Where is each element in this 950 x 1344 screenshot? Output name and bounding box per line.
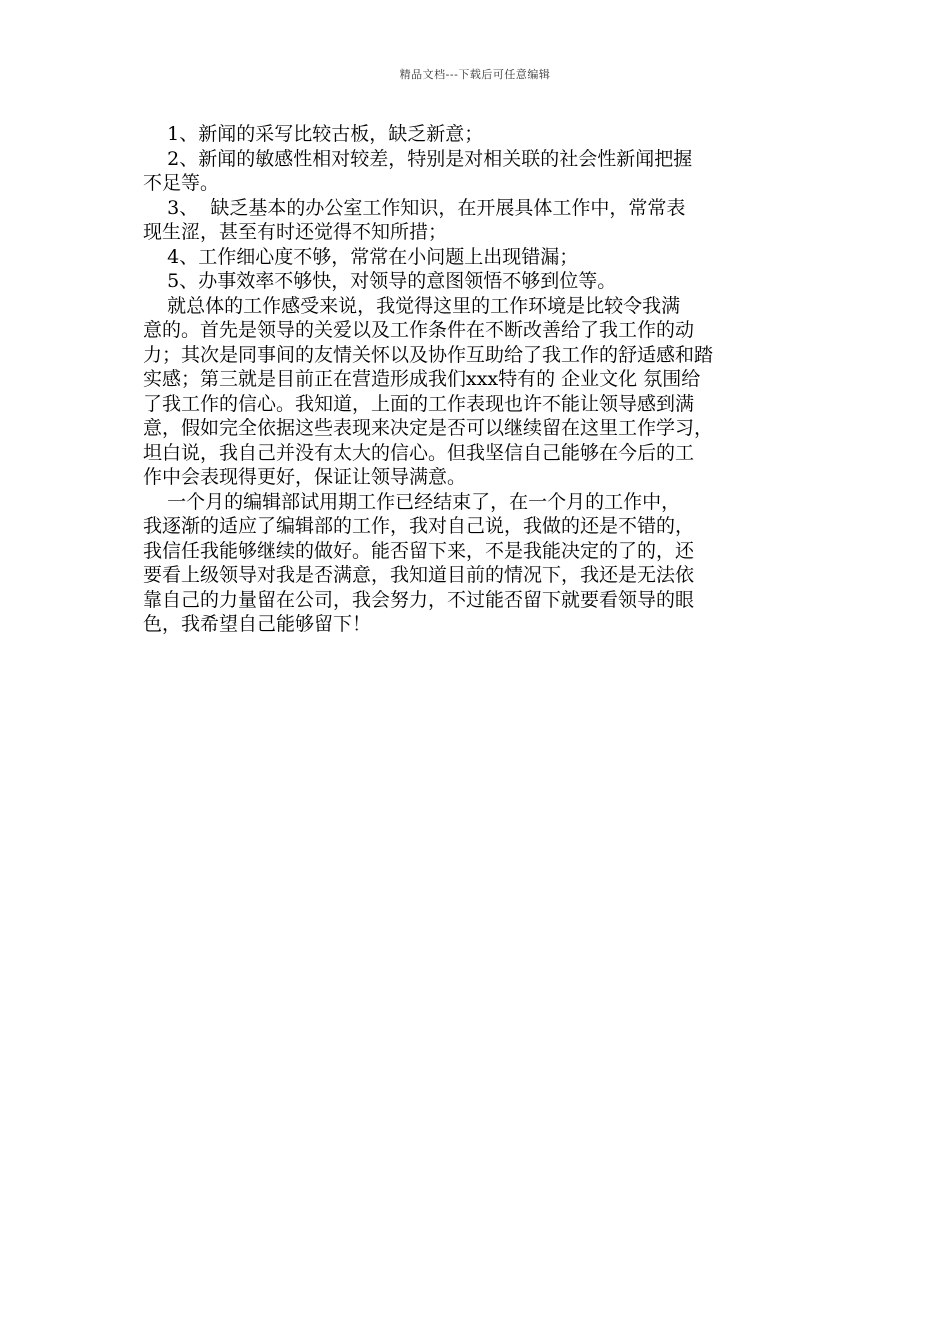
text-line: 作中会表现得更好，保证让领导满意。 [143,466,467,488]
text-line: 坦白说，我自己并没有太大的信心。但我坚信自己能够在今后的工 [143,441,695,464]
text-line: 一个月的编辑部试用期工作已经结束了，在一个月的工作中， [143,490,681,513]
text-line: 3、 缺乏基本的办公室工作知识，在开展具体工作中，常常表 [143,196,686,219]
text-line: 我信任我能够继续的做好。能否留下来，不是我能决定的了的，还 [143,539,695,562]
text-line: 了我工作的信心。我知道，上面的工作表现也许不能让领导感到满 [143,392,695,415]
text-line: 2、新闻的敏感性相对较差，特别是对相关联的社会性新闻把握 [143,147,693,170]
text-line: 意，假如完全依据这些表现来决定是否可以继续留在这里工作学习， [143,417,714,439]
text-line: 4、工作细心度不够，常常在小问题上出现错漏； [143,245,579,268]
text-line: 要看上级领导对我是否满意，我知道目前的情况下，我还是无法依 [143,564,695,586]
text-line: 不足等。 [143,172,220,194]
document-body [143,122,815,637]
text-line: 实感；第三就是目前正在营造形成我们xxx特有的 企业文化 氛围给 [143,368,701,390]
text-line: 靠自己的力量留在公司，我会努力，不过能否留下就要看领导的眼 [143,588,695,611]
text-line: 意的。首先是领导的关爱以及工作条件在不断改善给了我工作的动 [143,319,695,341]
page-header: 精品文档---下载后可任意编辑 [399,68,551,81]
text-line: 1、新闻的采写比较古板，缺乏新意； [143,123,484,145]
text-line: 我逐渐的适应了编辑部的工作，我对自己说，我做的还是不错的， [143,515,695,537]
text-line: 现生涩，甚至有时还觉得不知所措； [143,221,448,243]
text-line: 5、办事效率不够快，对领导的意图领悟不够到位等。 [143,270,617,292]
text-line: 力；其次是同事间的友情关怀以及协作互助给了我工作的舒适感和踏 [143,343,714,366]
text-line: 就总体的工作感受来说，我觉得这里的工作环境是比较令我满 [143,294,681,317]
text-line: 色，我希望自己能够留下！ [143,613,372,635]
